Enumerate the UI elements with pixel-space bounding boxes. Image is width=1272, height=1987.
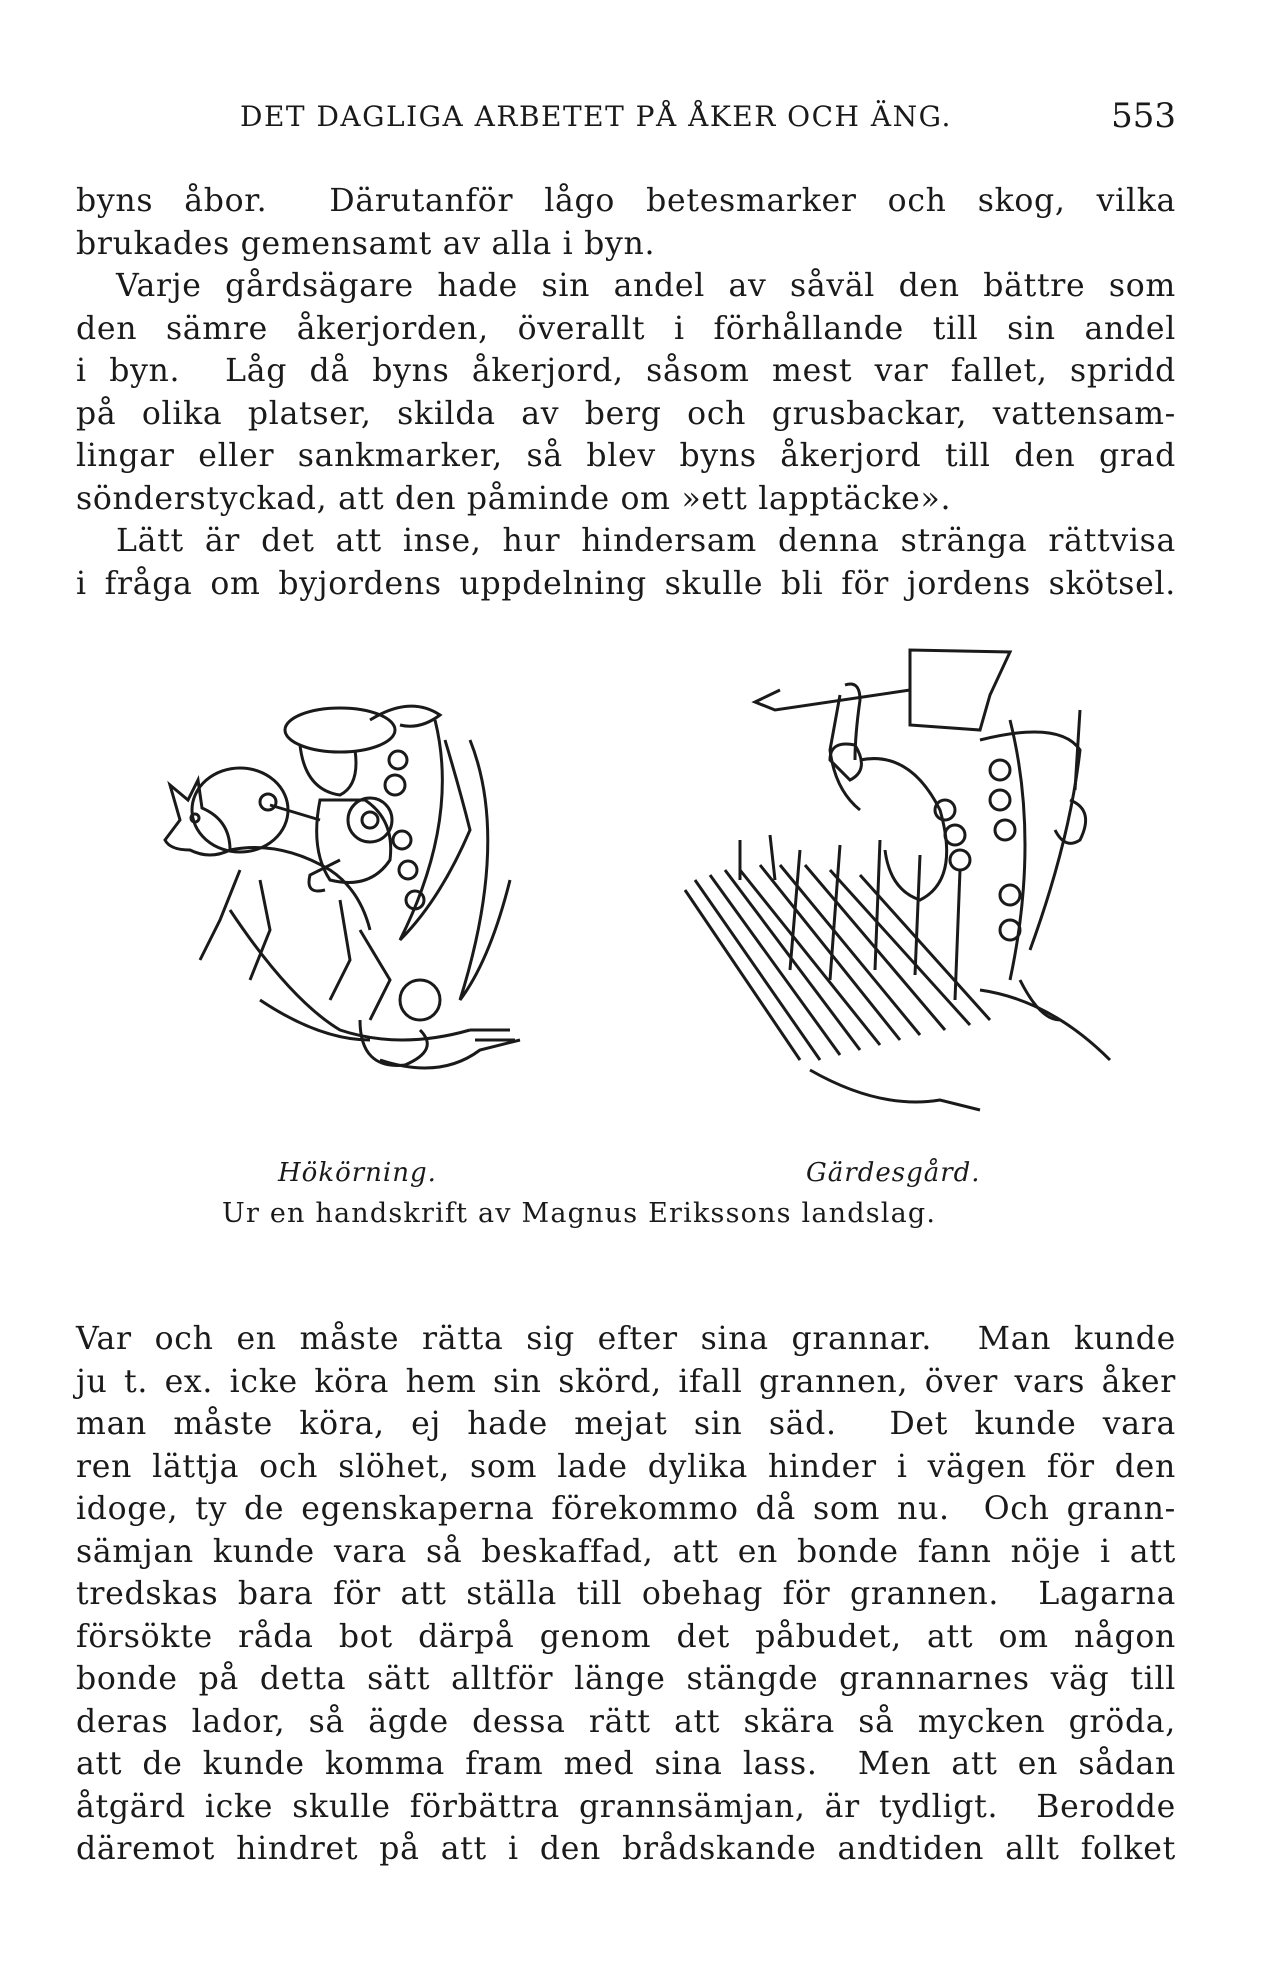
left-caption: Hökörning. [278, 1158, 437, 1188]
text-line: däremot hindret på att i den brådskande andtiden allt folket [76, 1831, 1176, 1867]
text-line: Var och en måste rätta sig efter sina grannar. Man kunde [76, 1321, 1176, 1357]
running-title: DET DAGLIGA ARBETET PÅ ÅKER OCH ÄNG. [240, 100, 952, 133]
text-line: i byn. Låg då byns åkerjord, såsom mest var fallet, spridd [76, 353, 1176, 389]
body-text-bottom [76, 1318, 1176, 1871]
page-number: 553 [1111, 96, 1176, 136]
text-line: försökte råda bot därpå genom det påbudet, att om någon [76, 1618, 1176, 1655]
text-line: ju t. ex. icke köra hem sin skörd, ifall grannen, över vars åker [76, 1363, 1176, 1400]
text-line: idoge, ty de egenskaperna förekommo då som nu. Och grann- [76, 1491, 1176, 1527]
text-line: man måste köra, ej hade mejat sin säd. Det kunde vara [76, 1406, 1176, 1442]
text-line: tredskas bara för att ställa till obehag för grannen. Lagarna [76, 1576, 1176, 1612]
text-line: deras lador, så ägde dessa rätt att skära så mycken gröda, [76, 1703, 1176, 1740]
text-line: i fråga om byjordens uppdelning skulle bli för jordens skötsel. [76, 565, 1176, 602]
text-line: att de kunde komma fram med sina lass. Men att en sådan [76, 1746, 1176, 1782]
text-line: ren lättja och slöhet, som lade dylika hinder i vägen för den [76, 1448, 1176, 1485]
text-line: sämjan kunde vara så beskaffad, att en bonde fann nöje i att [76, 1533, 1176, 1570]
text-line: Varje gårdsägare hade sin andel av såväl den bättre som [116, 268, 1176, 304]
text-line: byns åbor. Därutanför lågo betesmarker och skog, vilka [76, 183, 1176, 219]
text-line: Lätt är det att inse, hur hindersam denna stränga rättvisa [116, 523, 1176, 559]
text-line: brukades gemensamt av alla i byn. [76, 225, 656, 262]
body-text-top [76, 180, 1176, 605]
text-line: på olika platser, skilda av berg och grusbackar, vattensam- [76, 395, 1176, 432]
text-line: lingar eller sankmarker, så blev byns åkerjord till den grad [76, 438, 1176, 474]
fence-building-illustration [680, 640, 1120, 1140]
text-line: den sämre åkerjorden, överallt i förhållande till sin andel [76, 310, 1176, 347]
text-line: åtgärd icke skulle förbättra grannsämjan, är tydligt. Berodde [76, 1788, 1176, 1825]
figure-source-caption: Ur en handskrift av Magnus Erikssons landslag. [222, 1198, 937, 1229]
text-line: sönderstyckad, att den påminde om »ett lapptäcke». [76, 480, 952, 517]
hay-cart-illustration [140, 700, 610, 1150]
text-line: bonde på detta sätt alltför länge stängde grannarnes väg till [76, 1661, 1176, 1697]
right-caption: Gärdesgård. [806, 1158, 981, 1188]
